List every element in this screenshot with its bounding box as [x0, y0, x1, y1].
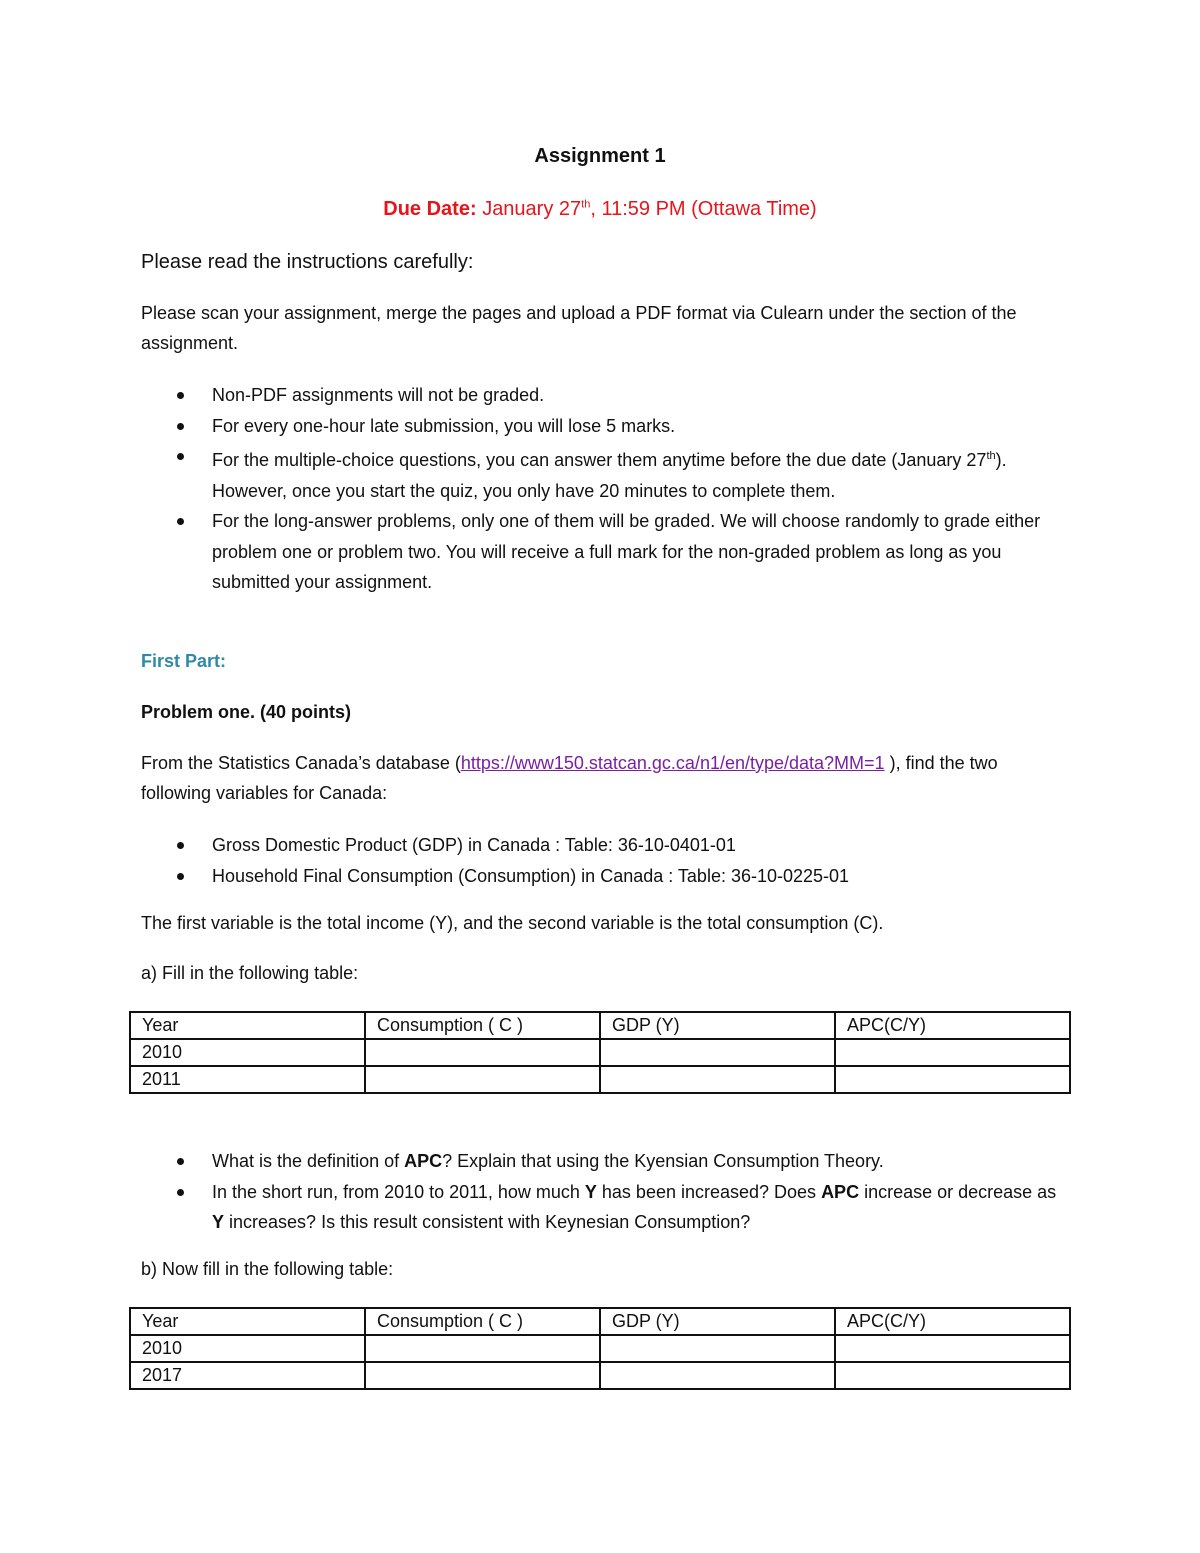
table-row — [130, 1362, 1070, 1389]
header-cell: APC(C/Y) — [835, 1012, 1070, 1039]
problem-heading: Problem one. (40 points) — [141, 702, 352, 722]
list-item: For every one-hour late submission, you will lose 5 marks. — [141, 411, 1071, 442]
blank-cell[interactable] — [835, 1039, 1070, 1066]
section-heading-first-part: First Part: — [141, 651, 227, 671]
table-b — [129, 1307, 1071, 1390]
header-cell: Consumption ( C ) — [365, 1308, 600, 1335]
blank-cell[interactable] — [365, 1335, 600, 1362]
table-a — [129, 1011, 1071, 1094]
variable-list — [141, 830, 1071, 891]
year-cell: 2010 — [130, 1039, 365, 1066]
year-cell: 2010 — [130, 1335, 365, 1362]
database-paragraph: From the Statistics Canada’s database (https://www150.statcan.gc.ca/n1/en/type/data?MM=1 ), find the two following variables for Canada: — [141, 753, 998, 803]
table-row — [130, 1335, 1070, 1362]
page-title: Assignment 1 — [534, 145, 666, 167]
year-cell: 2011 — [130, 1066, 365, 1093]
header-cell: Year — [130, 1012, 365, 1039]
blank-cell[interactable] — [600, 1362, 835, 1389]
blank-cell[interactable] — [365, 1362, 600, 1389]
table-row — [130, 1066, 1070, 1093]
blank-cell[interactable] — [835, 1335, 1070, 1362]
variables-paragraph: The first variable is the total income (Y), and the second variable is the total consumption (C). — [141, 913, 884, 933]
blank-cell[interactable] — [365, 1039, 600, 1066]
blank-cell[interactable] — [835, 1362, 1070, 1389]
part-b-heading: b) Now fill in the following table: — [141, 1259, 394, 1279]
table-header-row — [130, 1308, 1070, 1335]
blank-cell[interactable] — [365, 1066, 600, 1093]
header-cell: GDP (Y) — [600, 1012, 835, 1039]
table-header-row — [130, 1012, 1070, 1039]
list-item: For the long-answer problems, only one of them will be graded. We will choose randomly to grade either problem one or problem two. You will receive a full mark for the non-graded problem as long as you submitted your assignment. — [141, 506, 1071, 598]
statcan-link[interactable]: https://www150.statcan.gc.ca/n1/en/type/data?MM=1 — [460, 753, 885, 773]
header-cell: APC(C/Y) — [835, 1308, 1070, 1335]
header-cell: Year — [130, 1308, 365, 1335]
question-list — [141, 1146, 1071, 1238]
part-a-heading: a) Fill in the following table: — [141, 963, 359, 983]
due-date-label: Due Date: — [383, 198, 477, 220]
blank-cell[interactable] — [600, 1039, 835, 1066]
instructions-paragraph: Please scan your assignment, merge the pages and upload a PDF format via Culearn under the section of the assignment. — [141, 303, 1017, 353]
list-item: In the short run, from 2010 to 2011, how much Y has been increased? Does APC increase or decrease as Y increases? Is this result consistent with Keynesian Consumption? — [141, 1177, 1071, 1238]
list-item: Gross Domestic Product (GDP) in Canada : Table: 36-10-0401-01 — [141, 830, 1071, 861]
blank-cell[interactable] — [835, 1066, 1070, 1093]
list-item: Household Final Consumption (Consumption) in Canada : Table: 36-10-0225-01 — [141, 861, 1071, 892]
list-item: For the multiple-choice questions, you can answer them anytime before the due date (January 27th). However, once you start the quiz, you only have 20 minutes to complete them. — [141, 441, 1071, 506]
instructions-heading: Please read the instructions carefully: — [141, 251, 474, 273]
list-item: Non-PDF assignments will not be graded. — [141, 380, 1071, 411]
due-date-value: January 27th, 11:59 PM (Ottawa Time) — [482, 198, 817, 220]
year-cell: 2017 — [130, 1362, 365, 1389]
instruction-list — [141, 380, 1071, 598]
blank-cell[interactable] — [600, 1066, 835, 1093]
header-cell: Consumption ( C ) — [365, 1012, 600, 1039]
table-row — [130, 1039, 1070, 1066]
header-cell: GDP (Y) — [600, 1308, 835, 1335]
list-item: What is the definition of APC? Explain that using the Kyensian Consumption Theory. — [141, 1146, 1071, 1177]
blank-cell[interactable] — [600, 1335, 835, 1362]
due-date-line — [0, 198, 1200, 221]
